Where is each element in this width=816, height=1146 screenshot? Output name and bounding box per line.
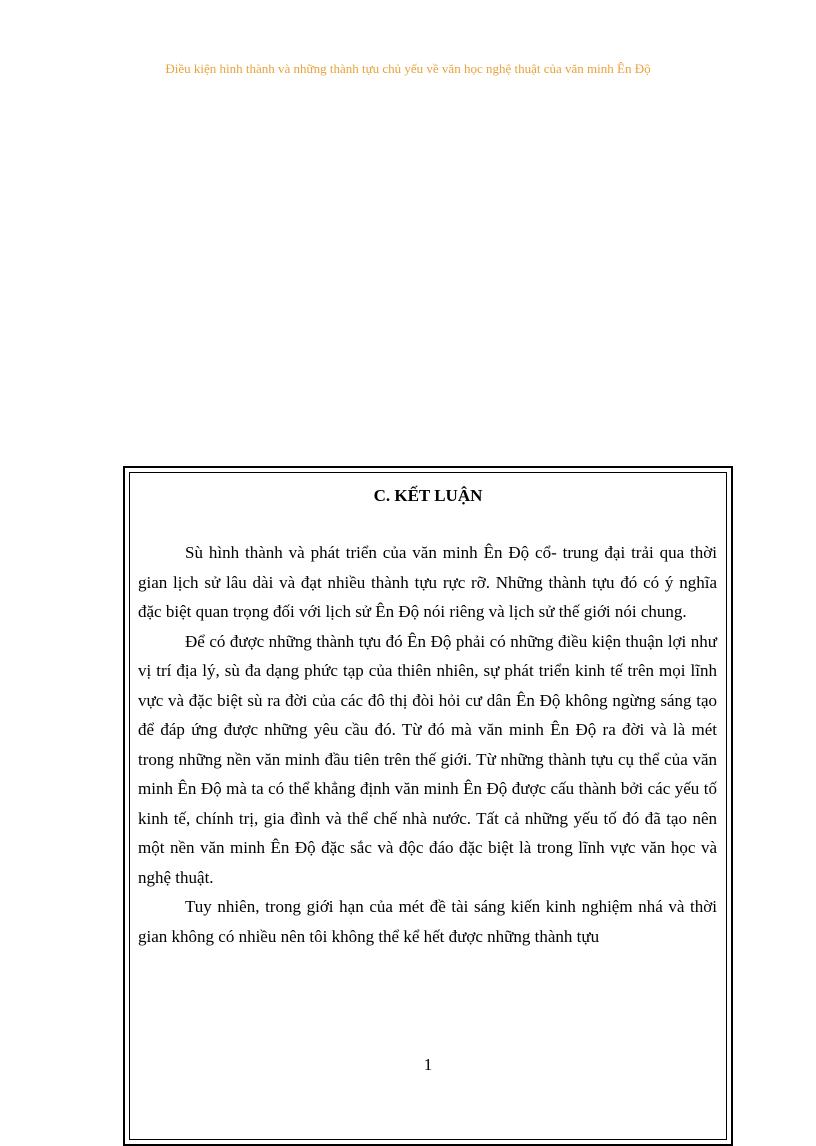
paragraph: Sù hình thành và phát triển của văn minh Ên Độ cổ- trung đại trải qua thời gian lịch sử lâu dài và đạt nhiều thành tựu rực rỡ. Những thành tựu đó có ý nghĩa đặc biệt quan trọng đối với lịch sử Ên Độ nói riêng và lịch sử thế giới nói chung.	[138, 543, 717, 621]
section-heading: C. KẾT LUẬN	[373, 486, 483, 505]
page-number: 1	[423, 1055, 433, 1074]
running-header: Điều kiện hình thành và những thành tựu chủ yếu về văn học nghệ thuật của văn minh Ên Độ	[165, 61, 651, 76]
paragraph: Tuy nhiên, trong giới hạn của mét đề tài sáng kiến kinh nghiệm nhá và thời gian không có nhiều nên tôi không thể kể hết được những thành tựu	[138, 897, 717, 946]
body-text	[138, 538, 717, 951]
paragraph: Để có được những thành tựu đó Ên Độ phải có những điều kiện thuận lợi như vị trí địa lý, sù đa dạng phức tạp của thiên nhiên, sự phát triển kinh tế trên mọi lĩnh vực và đặc biệt sù ra đời của các đô thị đòi hỏi cư dân Ên Độ không ngừng sáng tạo để đáp ứng được những yêu cầu đó. Từ đó mà văn minh Ên Độ ra đời và là mét trong những nền văn minh đầu tiên trên thế giới. Từ những thành tựu cụ thể của văn minh Ên Độ mà ta có thể khẳng định văn minh Ên Độ được cấu thành bởi các yếu tố kinh tế, chính trị, gia đình và thể chế nhà nước. Tất cả những yếu tố đó đã tạo nên một nền văn minh Ên Độ đặc sắc và độc đáo đặc biệt là trong lĩnh vực văn học và nghệ thuật.	[138, 631, 717, 887]
